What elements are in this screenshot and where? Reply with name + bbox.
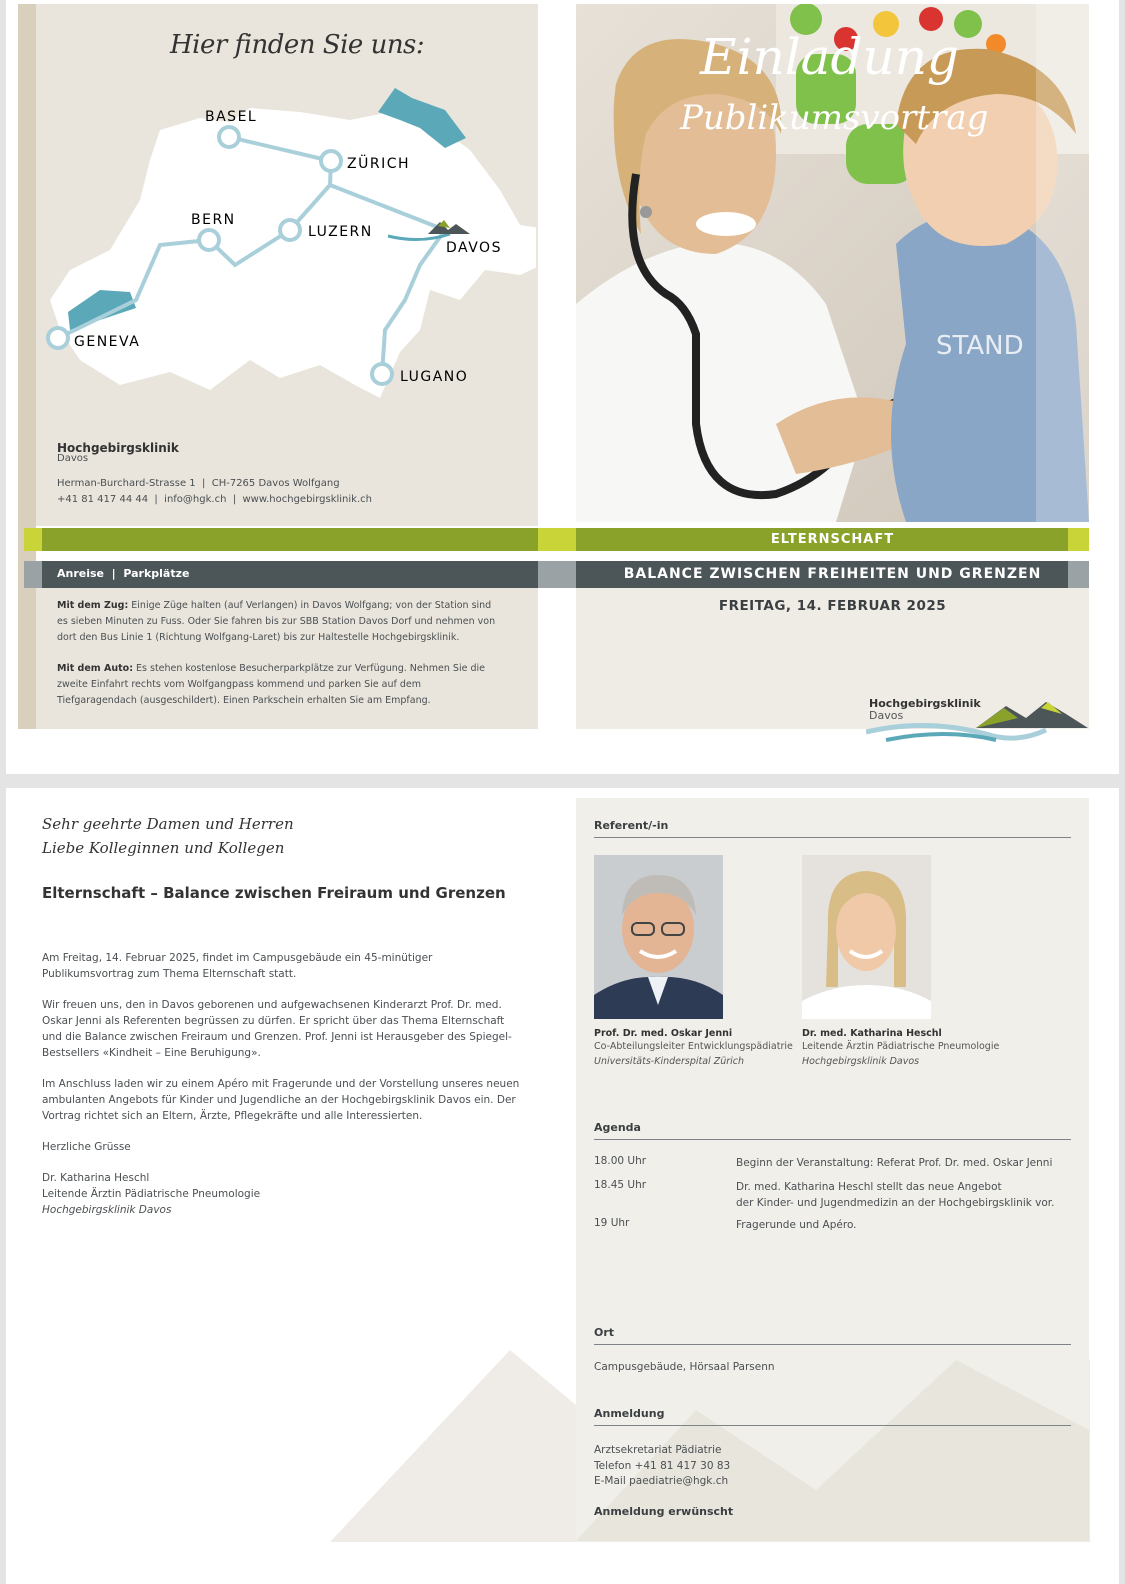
bar-edge-dark (24, 561, 42, 588)
map-title: Hier finden Sie uns: (170, 30, 425, 60)
bar-fold-dark (538, 561, 576, 588)
anreise-label: Anreise | Parkplätze (57, 567, 190, 580)
agenda-rule (594, 1139, 1071, 1140)
portrait-heschl-icon (802, 855, 931, 1019)
clinic-name: Hochgebirgsklinik (57, 441, 179, 455)
anmeldung-line1: Arztsekretariat Pädiatrie (594, 1444, 722, 1456)
greeting-line1: Sehr geehrte Damen und Herren (42, 815, 294, 833)
city-bern: BERN (191, 212, 236, 228)
bar-fold (538, 528, 576, 551)
anmeldung-contact (594, 1443, 730, 1490)
invite-title: Einladung (700, 28, 959, 86)
letter-paragraph-1: Am Freitag, 14. Februar 2025, findet im Campusgebäude ein 45-minütiger Publikumsvortrag zum Thema Elternschaft statt. (42, 952, 433, 980)
city-lugano: LUGANO (400, 369, 469, 385)
agenda-time: 18.45 Uhr (594, 1179, 647, 1191)
address-line1: Herman-Burchard-Strasse 1 | CH-7265 Davos Wolfgang (57, 478, 340, 489)
invite-subtitle: Publikumsvortrag (680, 98, 989, 138)
letter-title: Elternschaft – Balance zwischen Freiraum und Grenzen (42, 884, 506, 902)
agenda-text: Dr. med. Katharina Heschl stellt das neue Angebot (736, 1181, 1002, 1193)
speaker-role: Leitende Ärztin Pädiatrische Pneumologie (802, 1041, 1000, 1052)
agenda-text-cont: der Kinder- und Jugendmedizin an der Hochgebirgsklinik vor. (736, 1197, 1055, 1209)
agenda-text: Beginn der Veranstaltung: Referat Prof. Dr. med. Oskar Jenni (736, 1157, 1053, 1169)
zug-text: Einige Züge halten (auf Verlangen) in Davos Wolfgang; von der Station sind es sieben Minuten zu Fuss. Oder Sie fahren bis zur SBB Station Davos Dorf und nehmen von dort den Bus Linie 1 (Richtung Wolfgang-Laret) bis zur Haltestelle Hochgebirgsklinik. (57, 600, 496, 643)
zug-label: Mit dem Zug: (57, 600, 129, 611)
signature-name: Dr. Katharina Heschl (42, 1172, 150, 1184)
station-luzern (280, 220, 300, 240)
speakers-rule (594, 837, 1071, 838)
address-line2: +41 81 417 44 44 | info@hgk.ch | www.hochgebirgsklinik.ch (57, 494, 372, 505)
anmeldung-rule (594, 1425, 1071, 1426)
station-geneva (48, 328, 68, 348)
speaker-name: Dr. med. Katharina Heschl (802, 1028, 942, 1039)
ort-heading: Ort (594, 1326, 615, 1339)
speaker-role: Co-Abteilungsleiter Entwicklungspädiatrie (594, 1041, 793, 1052)
signature-org: Hochgebirgsklinik Davos (42, 1204, 172, 1216)
speaker-heschl (802, 1028, 1042, 1069)
logo-name: Hochgebirgsklinik (869, 697, 981, 710)
letter-closing: Herzliche Grüsse (42, 1141, 131, 1153)
logo-sub: Davos (869, 709, 904, 722)
greeting-line2: Liebe Kolleginnen und Kollegen (42, 839, 285, 857)
speaker-photo-jenni (594, 855, 723, 1019)
city-luzern: LUZERN (308, 224, 373, 240)
bar-edge (24, 528, 42, 551)
city-zurich: ZÜRICH (347, 156, 410, 172)
anmeldung-heading: Anmeldung (594, 1407, 665, 1420)
clinic-sub: Davos (57, 453, 89, 464)
anmeldung-phone: Telefon +41 81 417 30 83 (594, 1459, 731, 1472)
station-lugano (372, 364, 392, 384)
station-bern (199, 230, 219, 250)
letter-body (42, 950, 522, 1218)
category-label: ELTERNSCHAFT (770, 532, 895, 547)
speaker-org: Universitäts-Kinderspital Zürich (594, 1056, 745, 1067)
green-band-left (42, 528, 538, 551)
directions-text (57, 598, 497, 724)
letter-paragraph-2: Wir freuen uns, den in Davos geborenen und aufgewachsenen Kinderarzt Prof. Dr. med. Oskar Jenni als Referenten begrüssen zu dürfen. Er spricht über das Thema Elternschaft und die Balance zwischen Freiraum und Grenzen. Prof. Jenni ist Herausgeber des Spiegel-Bestsellers «Kindheit – Eine Beruhigung». (42, 999, 512, 1059)
auto-label: Mit dem Auto: (57, 663, 133, 674)
clinic-logo-mountains-icon (866, 697, 1089, 748)
svg-text:STAND: STAND (936, 331, 1024, 361)
clinic-address (57, 441, 372, 507)
speaker-jenni (594, 1028, 799, 1069)
station-zurich (321, 151, 341, 171)
ort-text: Campusgebäude, Hörsaal Parsenn (594, 1361, 775, 1373)
city-davos: DAVOS (446, 240, 502, 256)
event-date: FREITAG, 14. FEBRUAR 2025 (718, 598, 947, 614)
anmeldung-note: Anmeldung erwünscht (594, 1505, 734, 1518)
greeting (42, 812, 294, 860)
speakers-heading: Referent/-in (594, 819, 669, 832)
agenda-heading: Agenda (594, 1121, 641, 1134)
speaker-name: Prof. Dr. med. Oskar Jenni (594, 1028, 733, 1039)
ort-rule (594, 1344, 1071, 1345)
portrait-jenni-icon (594, 855, 723, 1019)
city-basel: BASEL (205, 109, 258, 125)
switzerland-map (36, 80, 536, 410)
agenda-time: 19 Uhr (594, 1217, 630, 1229)
speaker-photo-heschl (802, 855, 931, 1019)
city-geneva: GENEVA (74, 334, 141, 350)
signature-role: Leitende Ärztin Pädiatrische Pneumologie (42, 1188, 261, 1200)
topic-label: BALANCE ZWISCHEN FREIHEITEN UND GRENZEN (623, 566, 1042, 582)
speaker-org: Hochgebirgsklinik Davos (802, 1056, 920, 1067)
agenda-time: 18.00 Uhr (594, 1155, 647, 1167)
auto-text: Es stehen kostenlose Besucherparkplätze zur Verfügung. Nehmen Sie die zweite Einfahrt rechts vom Wolfgangpass kommend und parken Sie auf dem Tiefgaragendach (ausgeschildert). Einen Parkschein erhalten Sie am Empfang. (57, 663, 485, 706)
anmeldung-email: E-Mail paediatrie@hgk.ch (594, 1475, 729, 1487)
agenda-text: Fragerunde und Apéro. (736, 1219, 857, 1231)
station-basel (219, 127, 239, 147)
letter-paragraph-3: Im Anschluss laden wir zu einem Apéro mit Fragerunde und der Vorstellung unseres neuen ambulanten Angebots für Kinder und Jugendliche an der Hochgebirgsklinik Davos ein. Der Vortrag richtet sich an Eltern, Ärzte, Pflegekräfte und alle Interessierten. (42, 1078, 520, 1122)
left-edge-stripe (18, 4, 36, 729)
